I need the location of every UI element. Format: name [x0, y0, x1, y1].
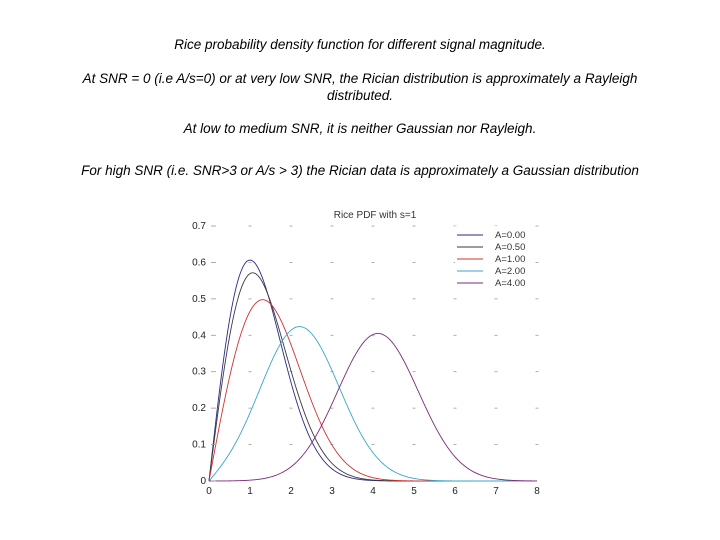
- legend-label: A=4.00: [495, 278, 526, 289]
- slide-line-1: Rice probability density function for different signal magnitude.: [174, 37, 546, 52]
- y-tick-label: 0.7: [192, 221, 206, 232]
- series-line-a-0-50: [209, 273, 537, 481]
- legend-label: A=0.50: [495, 242, 526, 253]
- series-line-a-1-00: [209, 300, 537, 481]
- x-tick-label: 3: [329, 486, 335, 497]
- chart-title: Rice PDF with s=1: [333, 210, 417, 221]
- slide-line-2: At SNR = 0 (i.e A/s=0) or at very low SNR, the Rician distribution is approximately a Rayleigh distributed.: [82, 71, 638, 103]
- y-tick-label: 0.5: [192, 293, 206, 305]
- legend-label: A=2.00: [495, 266, 526, 277]
- series-line-a-2-00: [209, 327, 537, 481]
- y-tick-label: 0.4: [192, 330, 206, 342]
- x-axis-ticks: [206, 486, 540, 497]
- x-tick-label: 0: [206, 486, 212, 497]
- legend-label: A=0.00: [495, 230, 526, 241]
- y-tick-label: 0.6: [192, 257, 206, 269]
- x-tick-label: 6: [452, 486, 458, 497]
- series-line-a-4-00: [209, 333, 537, 481]
- y-tick-label: 0.2: [192, 403, 206, 415]
- x-tick-label: 7: [493, 486, 499, 497]
- slide-line-3: At low to medium SNR, it is neither Gaussian nor Rayleigh.: [183, 121, 537, 136]
- y-tick-label: 0.1: [192, 439, 206, 451]
- rice-pdf-chart: [185, 200, 555, 505]
- slide-line-4: For high SNR (i.e. SNR>3 or A/s > 3) the Rician data is approximately a Gaussian distribution: [81, 163, 639, 178]
- x-tick-label: 2: [288, 486, 294, 497]
- x-tick-label: 8: [534, 486, 540, 497]
- y-tick-label: 0: [200, 476, 206, 487]
- x-tick-label: 1: [247, 486, 253, 497]
- x-tick-label: 5: [411, 486, 417, 497]
- x-tick-label: 4: [370, 486, 376, 497]
- chart-legend: [455, 226, 533, 294]
- legend-label: A=1.00: [495, 254, 526, 265]
- y-tick-label: 0.3: [192, 366, 206, 378]
